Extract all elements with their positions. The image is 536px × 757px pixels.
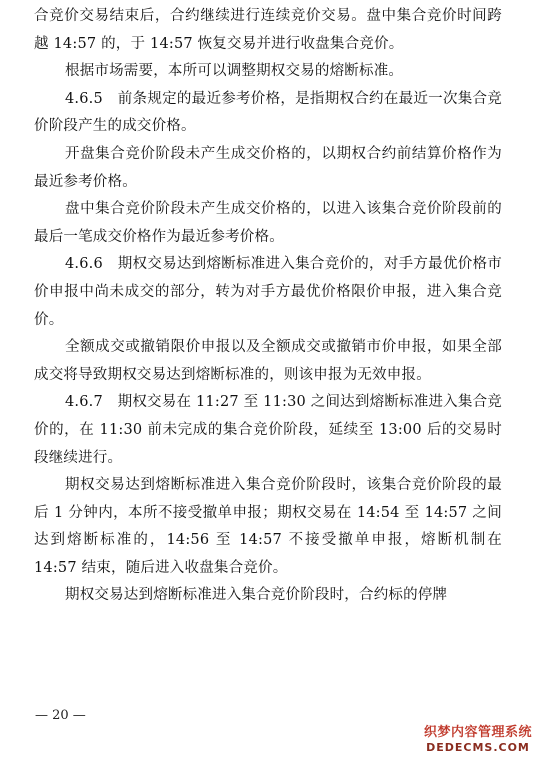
watermark-title: 织梦内容管理系统 bbox=[423, 725, 532, 740]
paragraph-10: 期权交易达到熔断标准进入集合竞价阶段时，合约标的停牌 bbox=[65, 587, 448, 604]
paragraph-6: 4.6.6 期权交易达到熔断标准进入集合竞价的，对手方最优价格市价申报中尚未成交的部分，转为对手方最优价格限价申报，进入集合竞价。 bbox=[34, 256, 502, 328]
watermark-logo bbox=[424, 725, 532, 754]
paragraph-9: 期权交易达到熔断标准进入集合竞价阶段时，该集合竞价阶段的最后 1 分钟内，本所不接受撤单申报；期权交易在 14:54 至 14:57 之间达到熔断标准的，14:56 至 14:57 不接受撤单申报，熔断机制在 14:57 结束，随后进入收盘集合竞价。 bbox=[34, 477, 502, 576]
paragraph-7: 全额成交或撤销限价申报以及全额成交或撤销市价申报，如果全部成交将导致期权交易达到熔断标准的，则该申报为无效申报。 bbox=[34, 339, 502, 383]
paragraph-1: 合竞价交易结束后，合约继续进行连续竞价交易。盘中集合竞价时间跨越 14:57 的，于 14:57 恢复交易并进行收盘集合竞价。 bbox=[34, 8, 502, 52]
page-number: — 20 — bbox=[35, 708, 86, 723]
paragraph-4: 开盘集合竞价阶段未产生成交价格的，以期权合约前结算价格作为最近参考价格。 bbox=[34, 145, 502, 190]
watermark-url: DEDECMS.COM bbox=[426, 741, 530, 754]
paragraph-5: 盘中集合竞价阶段未产生成交价格的，以进入该集合竞价阶段前的最后一笔成交价格作为最近参考价格。 bbox=[34, 201, 502, 245]
paragraph-3: 4.6.5 前条规定的最近参考价格，是指期权合约在最近一次集合竞价阶段产生的成交价格。 bbox=[34, 90, 502, 135]
paragraph-8: 4.6.7 期权交易在 11:27 至 11:30 之间达到熔断标准进入集合竞价的，在 11:30 前未完成的集合竞价阶段，延续至 13:00 后的交易时段继续进行。 bbox=[34, 394, 502, 466]
paragraph-2: 根据市场需要，本所可以调整期权交易的熔断标准。 bbox=[65, 63, 404, 80]
document-body bbox=[34, 3, 502, 610]
